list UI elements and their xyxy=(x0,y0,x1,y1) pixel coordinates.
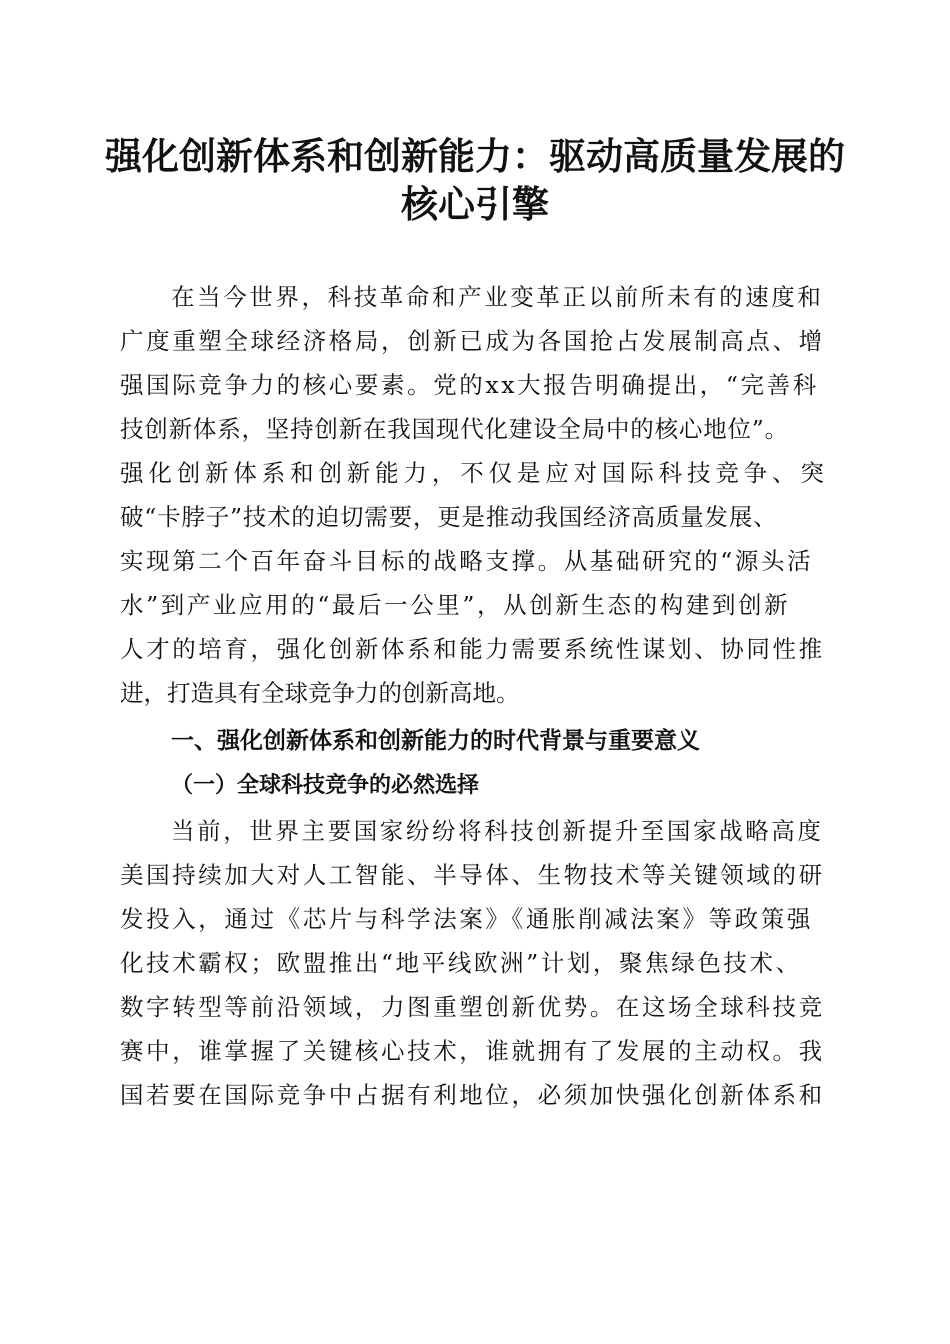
intro-line-6: 破“卡脖子”技术的迫切需要，更是推动我国经济高质量发展、 xyxy=(120,503,778,531)
body-line-6: 赛中，谁掌握了关键核心技术，谁就拥有了发展的主动权。我 xyxy=(120,1037,825,1065)
intro-line-7: 实现第二个百年奋斗目标的战略支撑。从基础研究的“源头活 xyxy=(120,547,814,575)
intro-line-8: 水”到产业应用的“最后一公里”，从创新生态的构建到创新 xyxy=(120,591,791,619)
body-line-7: 国若要在国际竞争中占据有利地位，必须加快强化创新体系和 xyxy=(120,1081,825,1109)
section-heading-1: 一、强化创新体系和创新能力的时代背景与重要意义 xyxy=(171,728,700,754)
body-line-3: 发投入，通过《芯片与科学法案》《通胀削减法案》等政策强 xyxy=(120,905,813,933)
title-line-2: 核心引擎 xyxy=(401,182,549,226)
body-line-1: 当前，世界主要国家纷纷将科技创新提升至国家战略高度 xyxy=(171,817,824,845)
subsection-heading-1: （一）全球科技竞争的必然选择 xyxy=(171,772,480,798)
intro-line-1: 在当今世界，科技革命和产业变革正以前所未有的速度和 xyxy=(171,283,824,311)
document-title xyxy=(100,132,850,228)
intro-line-4: 技创新体系，坚持创新在我国现代化建设全局中的核心地位”。 xyxy=(120,415,789,443)
body-line-2: 美国持续加大对人工智能、半导体、生物技术等关键领域的研 xyxy=(120,861,825,889)
body-line-5: 数字转型等前沿领域，力图重塑创新优势。在这场全球科技竞 xyxy=(120,993,825,1021)
body-line-4: 化技术霸权；欧盟推出“地平线欧洲”计划，聚焦绿色技术、 xyxy=(120,949,802,977)
intro-line-5: 强化创新体系和创新能力，不仅是应对国际科技竞争、突 xyxy=(120,459,829,487)
intro-line-3: 强国际竞争力的核心要素。党的xx大报告明确提出，“完善科 xyxy=(120,371,819,399)
intro-line-9: 人才的培育，强化创新体系和能力需要系统性谋划、协同性推 xyxy=(120,635,825,663)
intro-line-10: 进，打造具有全球竞争力的创新高地。 xyxy=(120,679,520,707)
title-line-1: 强化创新体系和创新能力：驱动高质量发展的 xyxy=(105,134,845,178)
intro-line-2: 广度重塑全球经济格局，创新已成为各国抢占发展制高点、增 xyxy=(120,327,825,355)
